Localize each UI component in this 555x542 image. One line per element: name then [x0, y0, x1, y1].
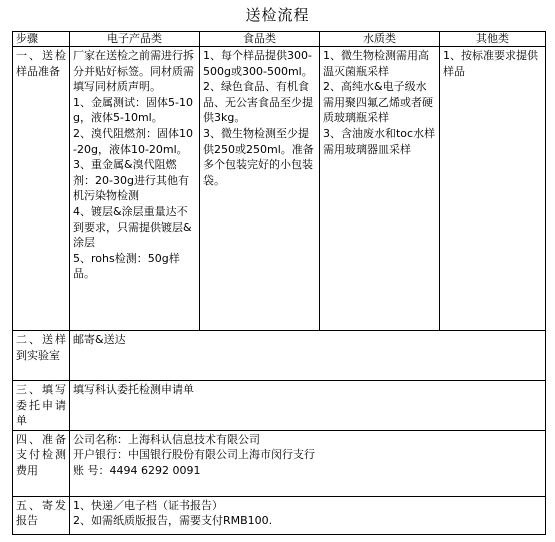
header-other: 其他类: [440, 32, 546, 47]
table-row-payment: [13, 430, 546, 496]
payment-cell: [70, 430, 546, 496]
page-title: 送检流程: [245, 6, 310, 24]
electronics-line: 厂家在送检之前需进行拆分并贴好标签。同材质需填写同材质声明。: [73, 49, 194, 94]
company-name: 公司名称：上海科认信息技术有限公司: [73, 432, 260, 446]
step-cell: 二、送样到实验室: [13, 331, 70, 381]
application-cell: 填写科认委托检测申请单: [70, 381, 546, 431]
header-water: 水质类: [320, 32, 440, 47]
water-line: 2、高纯水&电子级水需用聚四氟乙烯或者硬质玻璃瓶采样: [323, 80, 433, 125]
table-row-delivery: [13, 331, 546, 381]
bank-name: 开户银行：中国银行股份有限公司上海市闵行支行: [73, 448, 315, 462]
report-line: 2、如需纸质版报告，需要支付RMB100.: [73, 514, 273, 528]
delivery-cell: 邮寄&送达: [70, 331, 546, 381]
step-cell: 一、送检样品准备: [13, 47, 70, 331]
food-line: 2、绿色食品、有机食品、无公害食品至少提供3kg。: [203, 80, 313, 125]
electronics-line: 3、重金属&溴代阻燃剂：20-30g进行其他有机污染物检测: [73, 158, 189, 203]
electronics-cell: [70, 47, 200, 331]
report-cell: [70, 496, 546, 534]
step-cell: 四、准备支付检测费用: [13, 430, 70, 496]
food-line: 3、微生物检测至少提供250或250ml。准备多个包装完好的小包装袋。: [203, 126, 314, 187]
electronics-line: 5、rohs检测：50g样品。: [73, 251, 180, 281]
step-cell: 五、寄发报告: [13, 496, 70, 534]
water-line: 1、微生物检测需用高温灭菌瓶采样: [323, 49, 429, 78]
step-cell: 三、填写委托申请单: [13, 381, 70, 431]
food-line: 1、每个样品提供300-500g或300-500ml。: [203, 49, 313, 78]
other-cell: [440, 47, 546, 331]
electronics-line: 4、镀层&涂层重量达不到要求，只需提供镀层&涂层: [73, 204, 192, 250]
table-row-report: [13, 496, 546, 534]
header-step: 步骤: [13, 32, 70, 47]
electronics-line: 2、溴代阻燃剂：固体10-20g，液体10-20ml。: [73, 126, 193, 156]
account-number: 账 号：4494 6292 0091: [73, 463, 201, 477]
other-line: 1、按标准要求提供样品: [443, 49, 538, 78]
food-cell: [200, 47, 320, 331]
electronics-line: 1、金属测试：固体5-10g，液体5-10ml。: [73, 95, 193, 125]
header-food: 食品类: [200, 32, 320, 47]
water-cell: [320, 47, 440, 331]
water-line: 3、含油废水和toc水样需用玻璃器皿采样: [323, 126, 436, 156]
table-header-row: [13, 32, 546, 47]
report-line: 1、快递／电子档（证书报告）: [73, 498, 223, 512]
table-row-application: [13, 381, 546, 431]
inspection-flow-table: [12, 31, 546, 535]
table-row-sample-prep: [13, 47, 546, 331]
header-electronics: 电子产品类: [70, 32, 200, 47]
